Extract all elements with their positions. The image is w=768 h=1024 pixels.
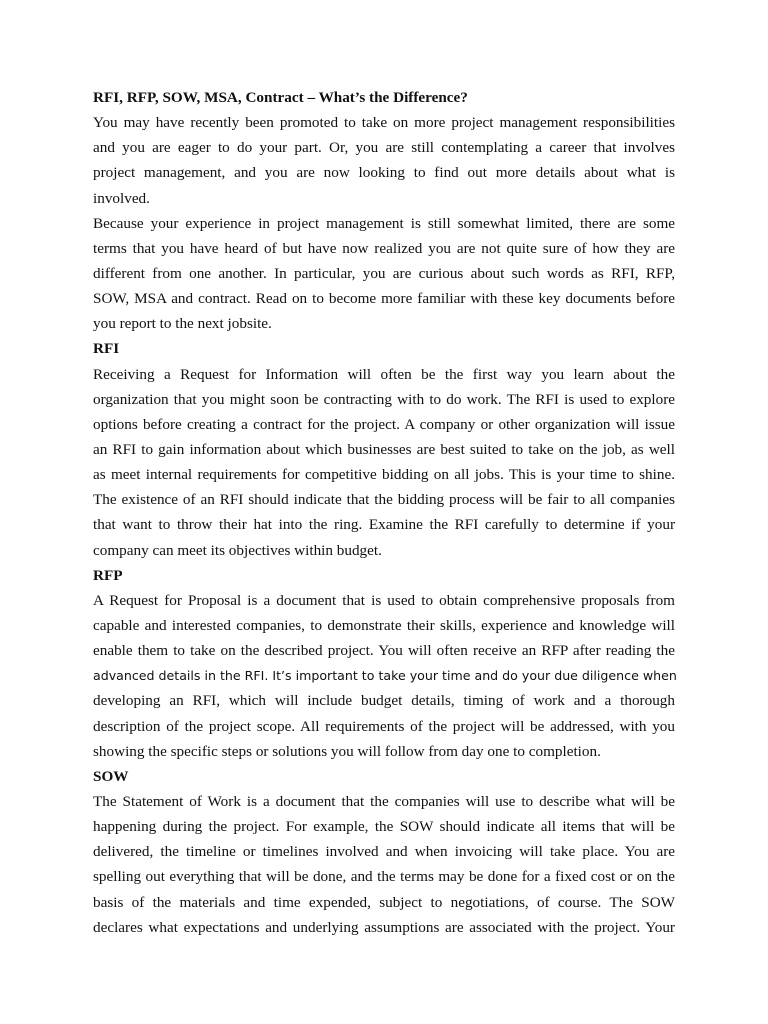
- paragraph-line: basis of the materials and time expended, subject to negotiations, of course. The SOW: [93, 893, 675, 911]
- paragraph-line: advanced details in the RFI. It’s important to take your time and do your due diligence when: [93, 668, 677, 684]
- paragraph-line: showing the specific steps or solutions you will follow from day one to completion.: [93, 742, 601, 760]
- paragraph-line: different from one another. In particular, you are curious about such words as RFI, RFP,: [93, 264, 675, 282]
- rfi-paragraph: [93, 362, 675, 563]
- paragraph-line: and you are eager to do your part. Or, you are still contemplating a career that involves: [93, 139, 675, 157]
- paragraph-line: A Request for Proposal is a document that is used to obtain comprehensive proposals from: [93, 591, 675, 609]
- paragraph-line: description of the project scope. All requirements of the project will be addressed, with you: [93, 717, 675, 735]
- section-heading-sow: SOW: [93, 767, 129, 785]
- paragraph-line: You may have recently been promoted to take on more project management responsibilities: [93, 114, 675, 132]
- paragraph-line: an RFI to gain information about which businesses are best suited to take on the job, as well: [93, 440, 675, 458]
- sow-paragraph: [93, 789, 675, 940]
- paragraph-line: capable and interested companies, to demonstrate their skills, experience and knowledge will: [93, 616, 675, 634]
- paragraph-line: happening during the project. For example, the SOW should indicate all items that will be: [93, 818, 675, 836]
- paragraph-line: Receiving a Request for Information will often be the first way you learn about the: [93, 365, 675, 383]
- paragraph-line: The Statement of Work is a document that the companies will use to describe what will be: [93, 792, 675, 810]
- paragraph-line: as meet internal requirements for competitive bidding on all jobs. This is your time to shine.: [93, 466, 675, 484]
- paragraph-line: The existence of an RFI should indicate that the bidding process will be fair to all companies: [93, 491, 675, 509]
- paragraph-line: SOW, MSA and contract. Read on to become more familiar with these key documents before: [93, 290, 675, 308]
- paragraph-line: terms that you have heard of but have now realized you are not quite sure of how they are: [93, 239, 675, 257]
- paragraph-line: developing an RFI, which will include budget details, timing of work and a thorough: [93, 692, 675, 710]
- paragraph-line: project management, and you are now looking to find out more details about what is: [93, 164, 675, 182]
- paragraph-line: delivered, the timeline or timelines involved and when invoicing will take place. You are: [93, 843, 675, 861]
- paragraph-line: enable them to take on the described project. You will often receive an RFP after reading the: [93, 642, 675, 660]
- paragraph-line: involved.: [93, 189, 150, 207]
- document-page: [93, 85, 675, 940]
- paragraph-line: company can meet its objectives within budget.: [93, 541, 382, 559]
- paragraph-line: that want to throw their hat into the ring. Examine the RFI carefully to determine if your: [93, 516, 675, 534]
- intro-paragraph-2: [93, 211, 675, 337]
- paragraph-line: options before creating a contract for the project. A company or other organization will issue: [93, 415, 675, 433]
- section-heading-rfp: RFP: [93, 566, 123, 584]
- document-title: RFI, RFP, SOW, MSA, Contract – What’s the Difference?: [93, 89, 468, 106]
- paragraph-line: spelling out everything that will be done, and the terms may be done for a fixed cost or on the: [93, 868, 675, 886]
- paragraph-line: you report to the next jobsite.: [93, 315, 272, 333]
- paragraph-line: organization that you might soon be contracting with to do work. The RFI is used to explore: [93, 390, 675, 408]
- rfp-paragraph: [93, 588, 675, 764]
- intro-paragraph-1: [93, 110, 675, 211]
- paragraph-line: Because your experience in project management is still somewhat limited, there are some: [93, 214, 675, 232]
- section-heading-rfi: RFI: [93, 340, 120, 358]
- paragraph-line: declares what expectations and underlying assumptions are associated with the project. Your: [93, 918, 675, 936]
